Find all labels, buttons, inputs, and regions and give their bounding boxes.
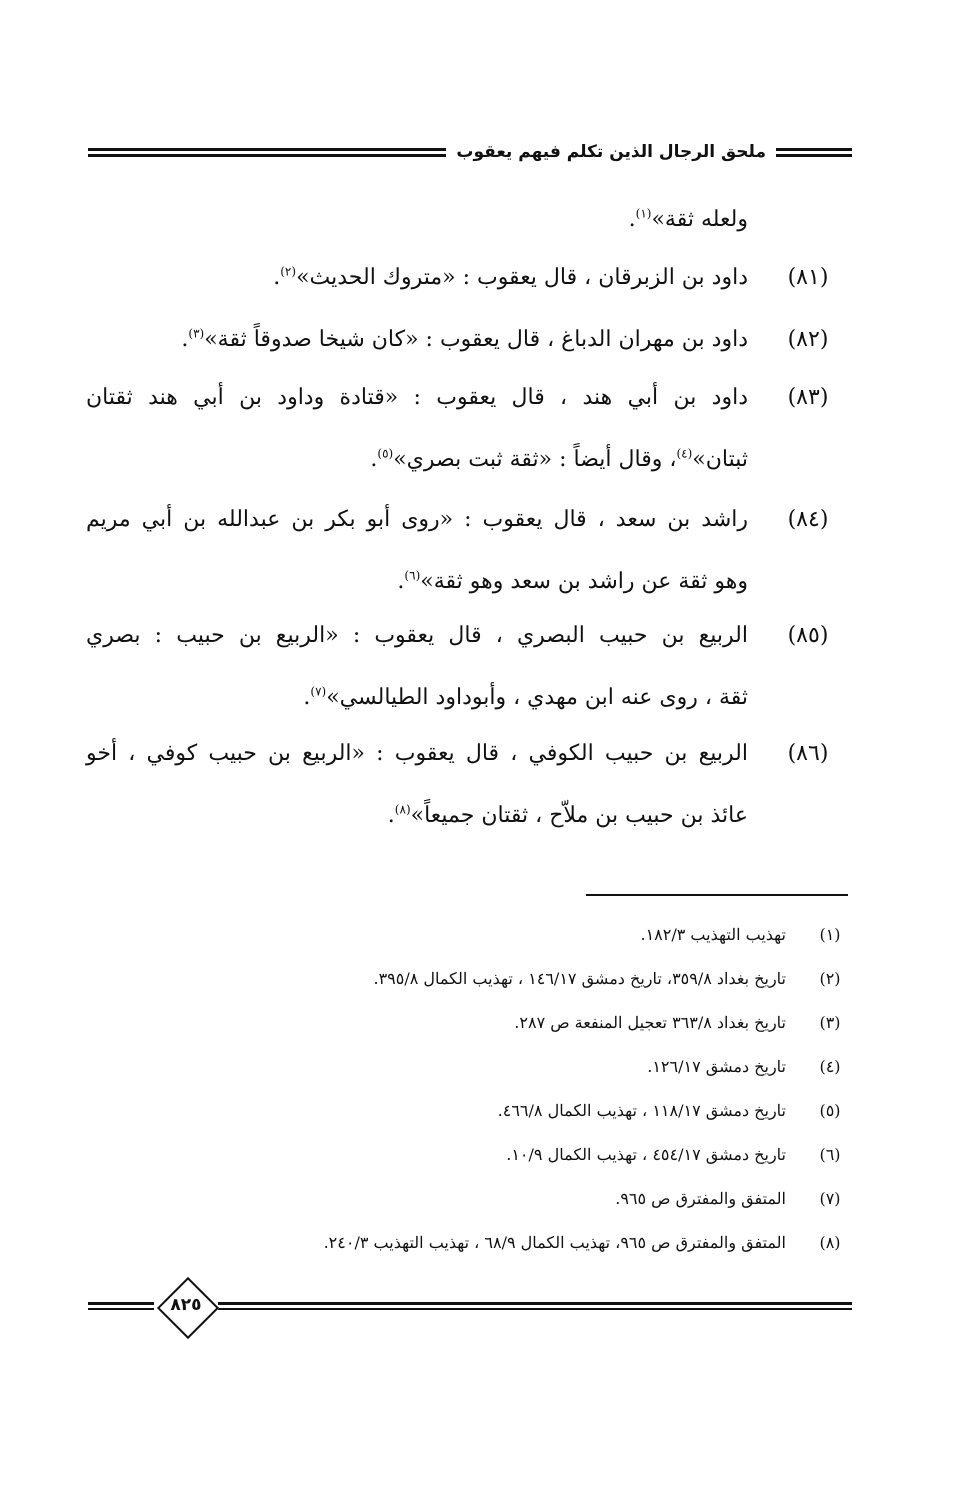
entry-number: (٨٢) bbox=[787, 327, 829, 352]
footnote-ref: (٤) bbox=[676, 446, 693, 461]
footnote-number: (٣) bbox=[819, 1013, 841, 1032]
footnote-text: تاريخ بغداد ٣٦٣/٨ تعجيل المنفعة ص ٢٨٧. bbox=[514, 1013, 786, 1032]
footnote-text: المتفق والمفترق ص ٩٦٥، تهذيب الكمال ٦٨/٩ ، تهذيب التهذيب ٢٤٠/٣. bbox=[323, 1233, 786, 1252]
header-rule-right bbox=[776, 148, 852, 157]
entry-line: داود بن الزبرقان ، قال يعقوب : «متروك الحديث» bbox=[296, 265, 748, 290]
footnote-6 bbox=[90, 1140, 848, 1170]
footnote-text: تاريخ دمشق ١٢٦/١٧. bbox=[647, 1057, 786, 1076]
footnote-text: تاريخ بغداد ٣٥٩/٨، تاريخ دمشق ١٤٦/١٧ ، تهذيب الكمال ٣٩٥/٨. bbox=[373, 969, 786, 988]
footnote-5 bbox=[90, 1096, 848, 1126]
entry-text bbox=[86, 616, 748, 718]
entry-number: (٨٣) bbox=[787, 385, 829, 410]
footnote-separator bbox=[586, 894, 848, 896]
footnote-text: تاريخ دمشق ٤٥٤/١٧ ، تهذيب الكمال ١٠/٩. bbox=[506, 1145, 786, 1164]
page-number: ٨٢٥ bbox=[170, 1295, 202, 1315]
entry-line: الربيع بن حبيب الكوفي ، قال يعقوب : «الربيع بن حبيب كوفي ، أخو bbox=[86, 741, 748, 766]
entry-line: عائذ بن حبيب بن ملاّح ، ثقتان جميعاً» bbox=[410, 803, 748, 828]
footnote-ref: (٣) bbox=[188, 326, 205, 341]
entry-number: (٨٤) bbox=[787, 507, 829, 532]
intro-tail: . bbox=[628, 207, 636, 232]
footnote-number: (٤) bbox=[819, 1057, 841, 1076]
entry-tail: . bbox=[273, 265, 281, 290]
footnote-3 bbox=[90, 1008, 848, 1038]
footnote-ref: (٢) bbox=[280, 264, 297, 279]
entry-line: داود بن مهران الدباغ ، قال يعقوب : «كان شيخا صدوقاً ثقة» bbox=[204, 327, 748, 352]
entry-tail: . bbox=[181, 327, 189, 352]
entry-line: داود بن أبي هند ، قال يعقوب : «قتادة وداود بن أبي هند ثقتان bbox=[86, 385, 748, 410]
footer-rule-left-thin bbox=[88, 1308, 154, 1310]
footnote-8 bbox=[90, 1228, 848, 1258]
footnote-ref: (١) bbox=[635, 206, 652, 221]
footnote-ref: (٧) bbox=[310, 684, 327, 699]
footnote-2 bbox=[90, 964, 848, 994]
running-title: ملحق الرجال الذين تكلم فيهم يعقوب bbox=[456, 142, 766, 162]
footnote-1 bbox=[90, 920, 848, 950]
entry-line: وهو ثقة عن راشد بن سعد وهو ثقة» bbox=[420, 569, 748, 594]
footer-rule-right-thin bbox=[218, 1308, 852, 1310]
footer-rule-right bbox=[218, 1302, 852, 1305]
entry-tail: . bbox=[397, 569, 405, 594]
page-footer bbox=[88, 1282, 852, 1340]
footnote-7 bbox=[90, 1184, 848, 1214]
entry-text bbox=[86, 500, 748, 602]
entry-tail: . bbox=[370, 447, 378, 472]
footnote-ref: (٦) bbox=[404, 568, 421, 583]
entry-line: ، وقال أيضاً : «ثقة ثبت بصري» bbox=[393, 447, 677, 472]
footnote-number: (٥) bbox=[819, 1101, 841, 1120]
footnote-ref: (٥) bbox=[377, 446, 394, 461]
entry-line: ثقة ، روى عنه ابن مهدي ، وأبوداود الطيالسي» bbox=[326, 685, 748, 710]
intro-line bbox=[629, 200, 748, 240]
entry-text bbox=[86, 320, 748, 360]
running-header bbox=[88, 138, 852, 166]
entry-tail: . bbox=[303, 685, 311, 710]
footer-rule-left bbox=[88, 1302, 154, 1305]
entry-text bbox=[86, 378, 748, 480]
entry-tail: . bbox=[387, 803, 395, 828]
footnote-ref: (٨) bbox=[394, 802, 411, 817]
footnote-text: تهذيب التهذيب ١٨٢/٣. bbox=[640, 925, 786, 944]
entry-number: (٨١) bbox=[787, 265, 829, 290]
footnote-number: (٧) bbox=[819, 1189, 841, 1208]
footnote-number: (٨) bbox=[819, 1233, 841, 1252]
intro-text: ولعله ثقة» bbox=[651, 207, 748, 232]
entry-line: راشد بن سعد ، قال يعقوب : «روى أبو بكر بن عبدالله بن أبي مريم bbox=[86, 507, 748, 532]
entry-text bbox=[86, 258, 748, 298]
footnote-text: تاريخ دمشق ١١٨/١٧ ، تهذيب الكمال ٤٦٦/٨. bbox=[497, 1101, 786, 1120]
entry-line: الربيع بن حبيب البصري ، قال يعقوب : «الربيع بن حبيب : بصري bbox=[86, 623, 748, 648]
footnote-text: المتفق والمفترق ص ٩٦٥. bbox=[615, 1189, 786, 1208]
header-rule-left bbox=[88, 148, 446, 157]
entry-number: (٨٦) bbox=[787, 741, 829, 766]
footnote-number: (٦) bbox=[819, 1145, 841, 1164]
entry-text bbox=[86, 734, 748, 836]
footnote-number: (٢) bbox=[819, 969, 841, 988]
entry-line: ثبتان» bbox=[692, 447, 748, 472]
footnote-number: (١) bbox=[819, 925, 841, 944]
footnote-4 bbox=[90, 1052, 848, 1082]
entry-number: (٨٥) bbox=[787, 623, 829, 648]
